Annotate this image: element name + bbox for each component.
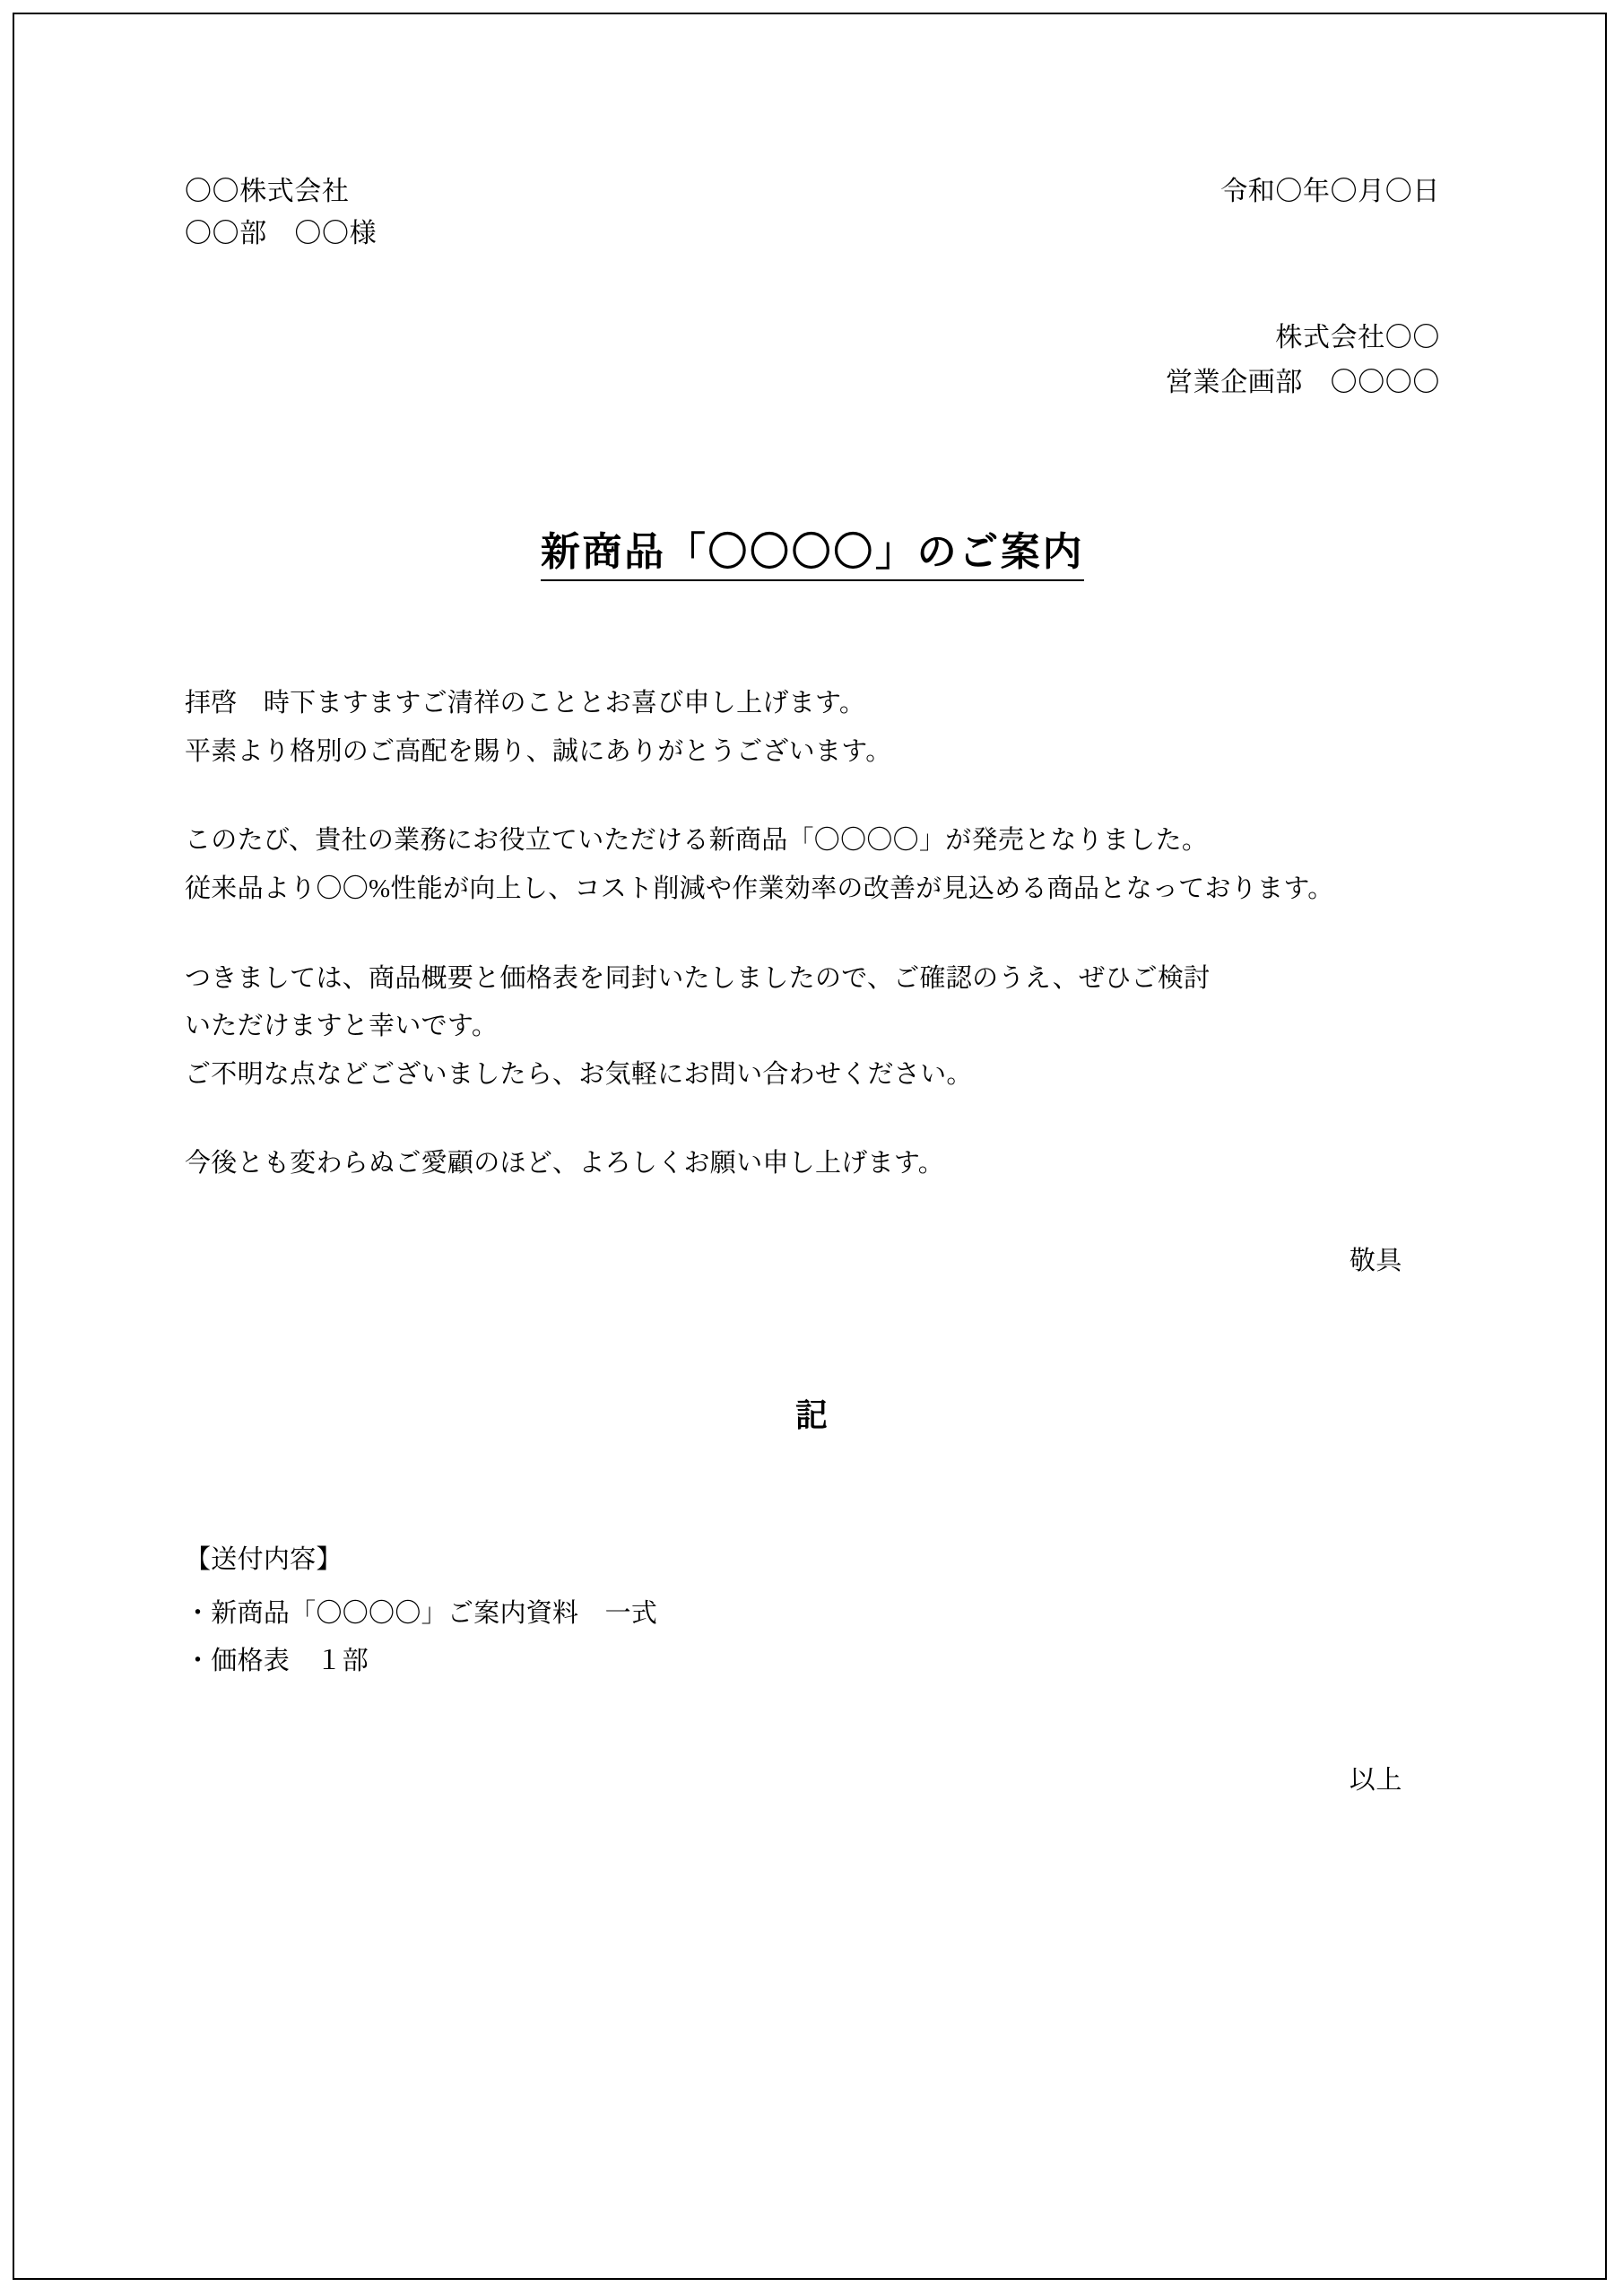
body-line: ご不明な点などございましたら、お気軽にお問い合わせください。 (185, 1059, 973, 1089)
ki-marker: 記 (795, 1397, 829, 1434)
body-paragraph (185, 1140, 1440, 1188)
body-line: 従来品より〇〇%性能が向上し、コスト削減や作業効率の改善が見込める商品となっております。 (185, 874, 1334, 903)
document-date: 令和〇年〇月〇日 (1220, 177, 1440, 206)
document-content (185, 171, 1440, 1796)
body-paragraph (185, 817, 1440, 913)
sender-department-person: 営業企画部 〇〇〇〇 (1166, 367, 1440, 397)
body-line: 平素より格別のご高配を賜り、誠にありがとうございます。 (185, 736, 892, 766)
sender-block (185, 316, 1440, 404)
document-title-wrap (185, 519, 1440, 581)
body-line: つきましては、商品概要と価格表を同封いたしましたので、ご確認のうえ、ぜひご検討 (185, 963, 1211, 993)
body-line: 拝啓 時下ますますご清祥のこととお喜び申し上げます。 (185, 689, 866, 718)
body-line: 今後とも変わらぬご愛顧のほど、よろしくお願い申し上げます。 (185, 1149, 945, 1178)
body-paragraph (185, 680, 1440, 776)
closing-salutation: 敬具 (1349, 1247, 1402, 1276)
addressee-company: 〇〇株式会社 (185, 177, 350, 206)
ijou-marker: 以上 (1349, 1766, 1402, 1796)
addressee-department-person: 〇〇部 〇〇様 (185, 218, 378, 248)
document-page (13, 13, 1607, 2280)
body-line: いただけますと幸いです。 (185, 1012, 499, 1041)
enclosure-item: ・価格表 １部 (185, 1647, 369, 1676)
document-header (185, 171, 1440, 255)
enclosure-item: ・新商品「〇〇〇〇」ご案内資料 一式 (185, 1598, 658, 1628)
addressee-block (185, 171, 377, 255)
body-line: このたび、貴社の業務にお役立ていただける新商品「〇〇〇〇」が発売となりました。 (185, 826, 1209, 856)
sender-company: 株式会社〇〇 (1275, 323, 1440, 352)
enclosure-heading: 【送付内容】 (185, 1545, 343, 1575)
document-title: 新商品「〇〇〇〇」のご案内 (541, 519, 1084, 581)
enclosure-list (185, 1536, 1440, 1686)
document-body (185, 680, 1440, 1188)
body-paragraph (185, 955, 1440, 1100)
